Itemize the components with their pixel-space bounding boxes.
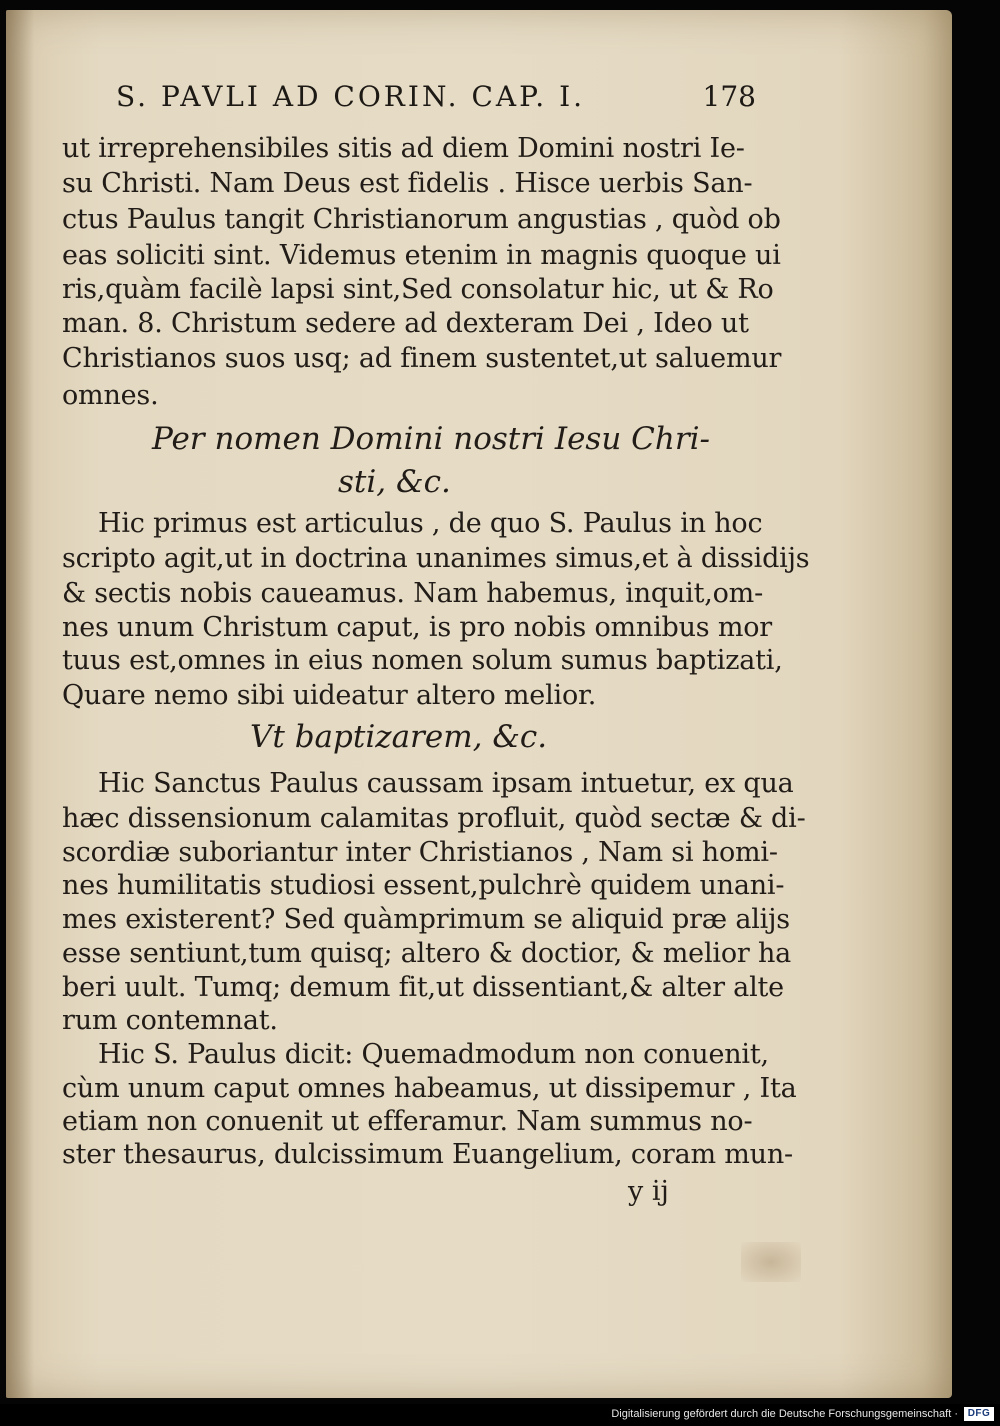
section-heading: sti, &c. xyxy=(338,464,451,500)
text-line: su Christi. Nam Deus est fidelis . Hisce uerbis San- xyxy=(62,168,753,199)
text-line: Hic Sanctus Paulus caussam ipsam intuetur, ex qua xyxy=(98,768,794,799)
text-line: Quare nemo sibi uideatur altero melior. xyxy=(62,680,597,711)
text-line: Hic S. Paulus dicit: Quemadmodum non conuenit, xyxy=(98,1039,769,1070)
text-line: beri uult. Tumq; demum fit,ut dissentiant,& alter alte xyxy=(62,972,784,1003)
text-line: hæc dissensionum calamitas profluit, quòd sectæ & di- xyxy=(62,803,806,834)
section-heading: Per nomen Domini nostri Iesu Chri- xyxy=(152,421,711,457)
page-number: 178 xyxy=(702,80,756,113)
text-line: ris,quàm facilè lapsi sint,Sed consolatur hic, ut & Ro xyxy=(62,274,774,305)
text-line: etiam non conuenit ut efferamur. Nam summus no- xyxy=(62,1106,753,1137)
text-line: rum contemnat. xyxy=(62,1005,278,1036)
text-line: nes humilitatis studiosi essent,pulchrè quidem unani- xyxy=(62,870,785,901)
signature-mark: y ij xyxy=(628,1176,669,1207)
text-line: tuus est,omnes in eius nomen solum sumus baptizati, xyxy=(62,645,783,676)
running-head-title: S. PAVLI AD CORIN. CAP. I. xyxy=(116,80,586,113)
text-line: nes unum Christum caput, is pro nobis omnibus mor xyxy=(62,612,772,643)
dfg-logo: DFG xyxy=(964,1407,994,1421)
text-line: ster thesaurus, dulcissimum Euangelium, coram mun- xyxy=(62,1139,793,1170)
funding-credit: Digitalisierung gefördert durch die Deutsche Forschungsgemeinschaft · xyxy=(611,1408,958,1420)
text-line: man. 8. Christum sedere ad dexteram Dei , Ideo ut xyxy=(62,308,749,339)
page-stain xyxy=(741,1242,801,1282)
text-line: & sectis nobis caueamus. Nam habemus, inquit,om- xyxy=(62,578,764,609)
text-line: mes existerent? Sed quàmprimum se aliquid præ alijs xyxy=(62,904,790,935)
text-line: Hic primus est articulus , de quo S. Paulus in hoc xyxy=(98,508,763,539)
text-line: ut irreprehensibiles sitis ad diem Domini nostri Ie- xyxy=(62,133,745,164)
running-head xyxy=(116,80,756,120)
text-line: esse sentiunt,tum quisq; altero & doctior, & melior ha xyxy=(62,938,792,969)
text-line: ctus Paulus tangit Christianorum angustias , quòd ob xyxy=(62,204,781,235)
section-heading: Vt baptizarem, &c. xyxy=(250,719,548,755)
text-line: omnes. xyxy=(62,380,159,411)
text-line: eas soliciti sint. Videmus etenim in magnis quoque ui xyxy=(62,240,781,271)
text-line: Christianos suos usq; ad finem sustentet,ut saluemur xyxy=(62,343,782,374)
text-line: scripto agit,ut in doctrina unanimes simus,et à dissidijs xyxy=(62,543,810,574)
text-line: cùm unum caput omnes habeamus, ut dissipemur , Ita xyxy=(62,1073,797,1104)
text-line: scordiæ suboriantur inter Christianos , Nam si homi- xyxy=(62,837,778,868)
